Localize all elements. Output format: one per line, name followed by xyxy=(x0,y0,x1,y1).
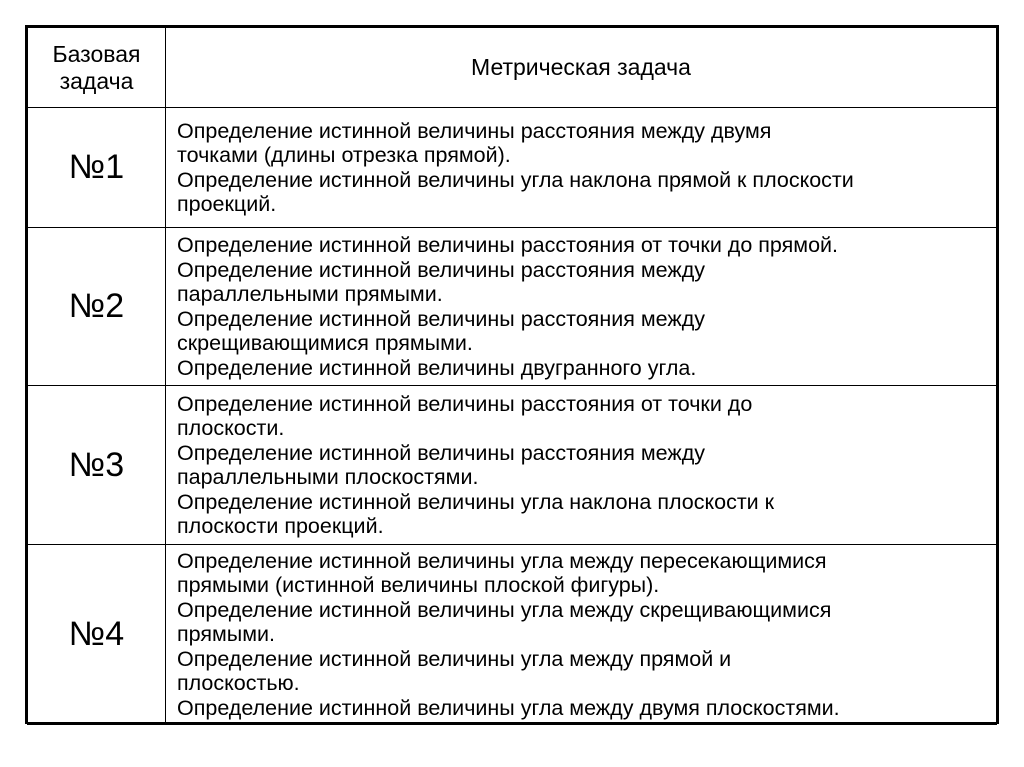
description-line: плоскости проекций. xyxy=(177,514,384,538)
task-description xyxy=(166,386,997,545)
description-line: проекций. xyxy=(177,192,277,216)
description-line: прямыми. xyxy=(177,622,275,647)
description-line: плоскости. xyxy=(177,416,285,440)
description-line: Определение истинной величины угла наклона прямой к плоскости xyxy=(177,167,854,192)
tasks-table xyxy=(27,27,997,725)
table-row xyxy=(28,228,997,386)
base-task-header xyxy=(28,28,166,108)
description-line: Определение истинной величины расстояния между xyxy=(177,440,705,465)
description-line: Определение истинной величины угла между пересекающимися xyxy=(177,548,827,573)
description-line: Определение истинной величины расстояния от точки до xyxy=(177,391,753,416)
task-description xyxy=(166,545,997,725)
base-task-header-line1: Базовая xyxy=(52,40,141,67)
table-row xyxy=(28,108,997,228)
task-number: №2 xyxy=(28,228,166,386)
task-number: №3 xyxy=(28,386,166,545)
table-header-row xyxy=(28,28,997,108)
description-line: Определение истинной величины угла между двумя плоскостями. xyxy=(177,695,840,720)
task-description xyxy=(166,228,997,386)
description-line: параллельными плоскостями. xyxy=(177,465,479,489)
description-line: плоскостью. xyxy=(177,671,300,696)
description-line: Определение истинной величины угла между прямой и xyxy=(177,646,732,671)
description-line: Определение истинной величины расстояния между xyxy=(177,257,705,282)
task-number: №1 xyxy=(28,108,166,228)
description-line: Определение истинной величины расстояния от точки до прямой. xyxy=(177,233,839,257)
description-line: Определение истинной величины двугранного угла. xyxy=(177,355,697,380)
description-line: Определение истинной величины расстояния между xyxy=(177,306,705,331)
base-task-header-line2: задача xyxy=(59,67,134,94)
table-row xyxy=(28,386,997,545)
description-line: прямыми (истинной величины плоской фигуры). xyxy=(177,573,660,598)
table-row xyxy=(28,545,997,725)
task-description xyxy=(166,108,997,228)
description-line: точками (длины отрезка прямой). xyxy=(177,143,511,167)
task-number: №4 xyxy=(28,545,166,725)
description-line: параллельными прямыми. xyxy=(177,282,443,306)
description-line: Определение истинной величины расстояния между двумя xyxy=(177,118,772,143)
tasks-table-frame xyxy=(25,25,999,724)
description-line: скрещивающимися прямыми. xyxy=(177,331,473,355)
description-line: Определение истинной величины угла наклона плоскости к xyxy=(177,489,775,514)
metric-task-header: Метрическая задача xyxy=(166,28,997,108)
description-line: Определение истинной величины угла между скрещивающимися xyxy=(177,597,832,622)
